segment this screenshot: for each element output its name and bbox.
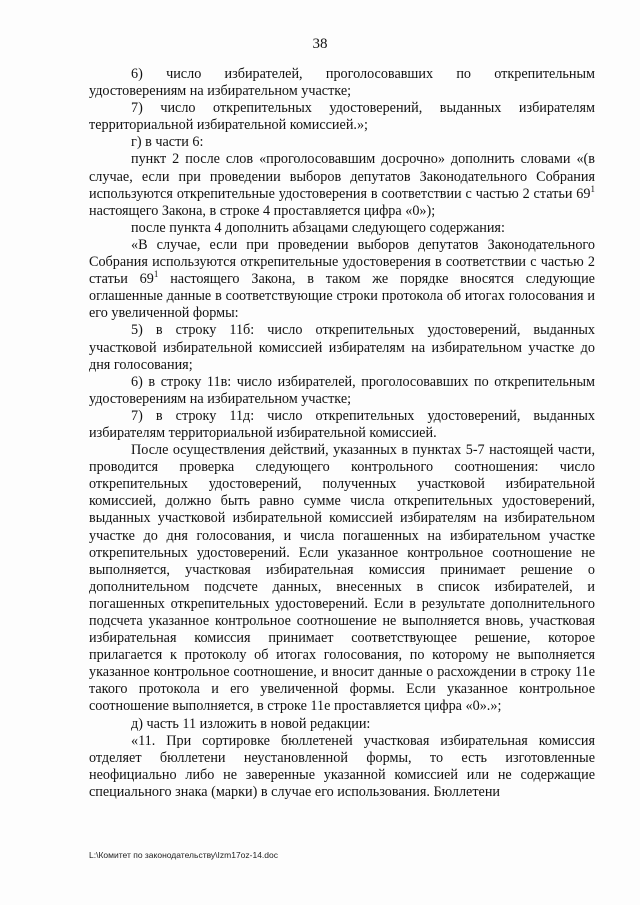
paragraph-text: «В случае, если при проведении выборов депутатов Законодательного Собрания используются открепительные удостоверения в соответствии с частью 2 статьи 69 [89,236,595,288]
paragraph: 7) число открепительных удостоверений, выданных избирателям территориальной избирательной комиссией.»; [89,100,595,134]
document-body [89,66,595,801]
paragraph: д) часть 11 изложить в новой редакции: [131,715,371,732]
paragraph [89,237,595,322]
paragraph-text: пункт 2 после слов «проголосовавшим досрочно» дополнить словами «(в случае, если при проведении выборов депутатов Законодательного Собрания используются открепительные удостоверения в соответствии с частью 2 статьи 69 [89,151,595,202]
paragraph: После осуществления действий, указанных в пунктах 5-7 настоящей части, проводится проверка следующего контрольного соотношения: число открепительных удостоверений, полученных участковой избирательной комиссией, должно быть равно сумме числа открепительных удостоверений, выданных участковой избирательной комиссией избирателям на избирательном участке до дня голосования, и числа погашенных на избирательном участке открепительных удостоверений. Если указанное контрольное соотношение не выполняется, участковая избирательная комиссия принимает решение о дополнительном подсчете данных, внесенных в список избирателей, и погашенных открепительных удостоверений. Если в результате дополнительного подсчета указанное контрольное соотношение не выполняется вновь, участковая избирательная комиссия принимает соответствующее решение, которое прилагается к протоколу об итогах голосования, по которому не выполняется указанное контрольное соотношение, и вносит данные о расхождении в строку 11е такого протокола и его увеличенной формы. Если указанное контрольное соотношение выполняется, в строке 11е проставляется цифра «0».»; [89,442,595,715]
paragraph: 7) в строку 11д: число открепительных удостоверений, выданных избирателям территориальной избирательной комиссией. [89,407,595,441]
paragraph-text: настоящего Закона, в строке 4 проставляется цифра «0»); [89,202,436,219]
superscript: 1 [590,183,595,194]
paragraph [89,151,595,219]
paragraph-text: настоящего Закона, в таком же порядке вносятся следующие оглашенные данные в соответствующие строки протокола об итогах голосования и его увеличенной формы: [89,271,595,322]
paragraph: 6) в строку 11в: число избирателей, проголосовавших по открепительным удостоверениям на избирательном участке; [89,373,595,407]
footer-file-path: L:\Комитет по законодательству\Izm17oz-14.doc [89,850,279,860]
paragraph: «11. При сортировке бюллетеней участковая избирательная комиссия отделяет бюллетени неустановленной формы, то есть изготовленные неофициально либо не заверенные указанной комиссией или не содержащие специального знака (марки) в случае его использования. Бюллетени [89,732,595,800]
paragraph: после пункта 4 дополнить абзацами следующего содержания: [131,219,505,236]
paragraph: 5) в строку 11б: число открепительных удостоверений, выданных участковой избирательной комиссией избирателям на избирательном участке до дня голосования; [89,322,595,373]
paragraph: г) в части 6: [131,134,204,151]
paragraph: 6) число избирателей, проголосовавших по открепительным удостоверениям на избирательном участке; [89,66,595,100]
superscript: 1 [153,269,159,280]
page-number: 38 [312,36,328,52]
